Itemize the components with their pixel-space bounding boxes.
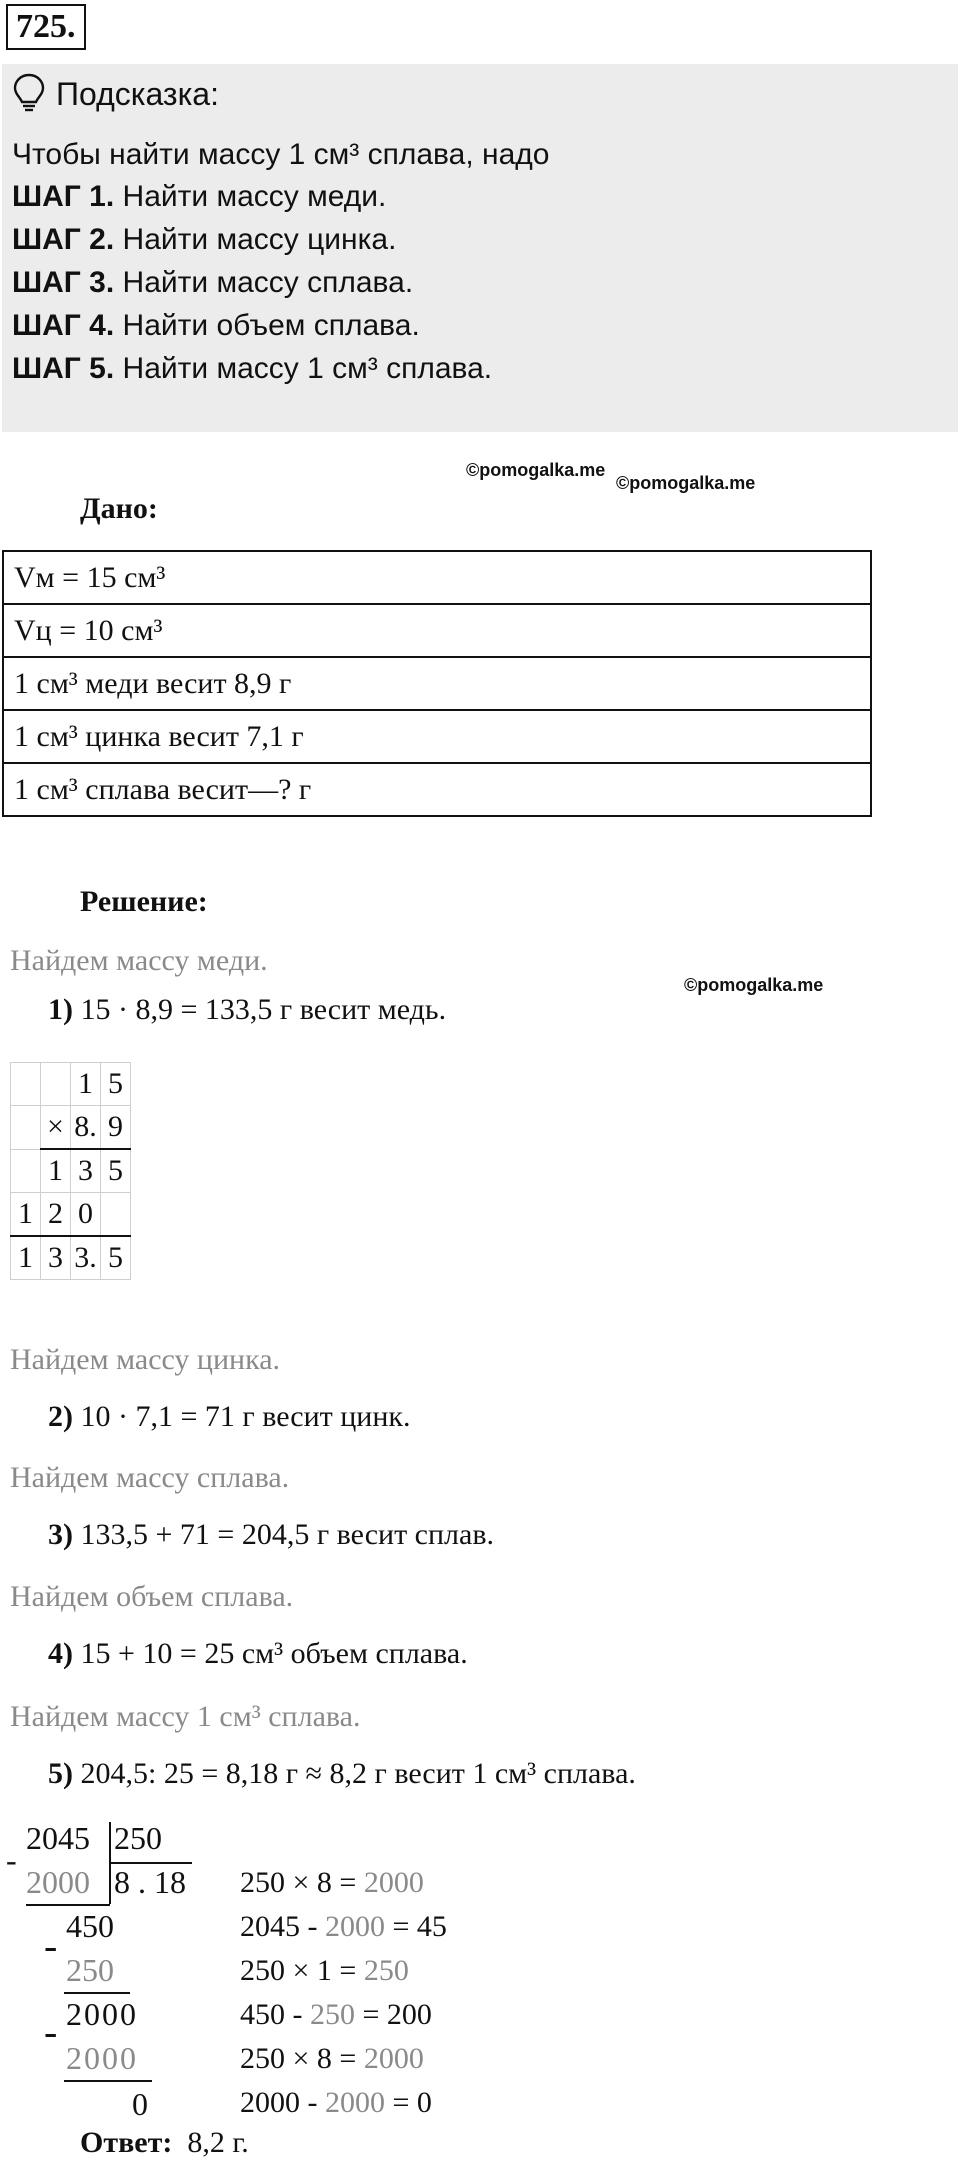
quotient: 8 . 18 [114, 1864, 186, 1900]
given-title: Дано: [80, 492, 158, 525]
hint-step-5: ШАГ 5. Найти массу 1 см³ сплава. [12, 352, 493, 385]
given-row [3, 551, 871, 604]
given-cell: Vм = 15 см³ [3, 551, 871, 604]
hint-intro: Чтобы найти массу 1 см³ сплава, надо [12, 138, 550, 171]
grid-cell: 5 [101, 1149, 131, 1193]
grid-cell: 3 [71, 1149, 101, 1193]
division-op: 250 × 1 = 250 [240, 1954, 409, 1987]
given-cell: 1 см³ сплава весит—? г [3, 763, 871, 816]
grid-cell [41, 1063, 71, 1106]
division-op: 2045 - 2000 = 45 [240, 1910, 447, 1943]
division-underline [64, 2080, 152, 2082]
division-underline [26, 1904, 110, 1906]
solution-step: 4) 15 + 10 = 25 см³ объем сплава. [48, 1637, 468, 1670]
given-row [3, 710, 871, 763]
given-cell: 1 см³ меди весит 8,9 г [3, 657, 871, 710]
division-op: 250 × 8 = 2000 [240, 1866, 424, 1899]
task-number: 725. [6, 4, 86, 50]
solution-step: 5) 204,5: 25 = 8,18 г ≈ 8,2 г весит 1 см³ сплава. [48, 1757, 636, 1790]
division-row: 2000 [26, 1864, 90, 1900]
grid-cell: 9 [101, 1106, 131, 1150]
minus-sign: - [44, 2009, 58, 2054]
answer: Ответ: 8,2 г. [80, 2126, 249, 2159]
hint-step-4: ШАГ 4. Найти объем сплава. [12, 309, 420, 342]
division-op: 250 × 8 = 2000 [240, 2042, 424, 2075]
division-op: 2000 - 2000 = 0 [240, 2086, 432, 2119]
given-row [3, 657, 871, 710]
divisor: 250 [114, 1820, 162, 1856]
hint-title: Подсказка: [56, 76, 219, 112]
grid-cell: 1 [41, 1149, 71, 1193]
given-row [3, 763, 871, 816]
division-underline [64, 1992, 130, 1994]
step-comment: Найдем массу 1 см³ сплава. [10, 1700, 361, 1733]
minus-sign: - [6, 1842, 17, 1878]
step-comment: Найдем массу цинка. [10, 1343, 281, 1376]
grid-cell: 0 [71, 1193, 101, 1237]
solution-step: 3) 133,5 + 71 = 204,5 г весит сплав. [48, 1518, 494, 1551]
grid-cell: 1 [71, 1063, 101, 1106]
grid-cell [11, 1106, 41, 1150]
given-cell: 1 см³ цинка весит 7,1 г [3, 710, 871, 763]
division-row: 250 [66, 1952, 114, 1988]
dividend: 2045 [26, 1820, 90, 1856]
grid-cell: × [41, 1106, 71, 1150]
grid-cell: 3 [41, 1236, 71, 1280]
step-comment: Найдем массу сплава. [10, 1461, 290, 1494]
step-comment: Найдем объем сплава. [10, 1580, 294, 1613]
grid-cell [101, 1193, 131, 1237]
lightbulb-icon [12, 72, 46, 114]
minus-sign: - [44, 1923, 58, 1968]
division-op: 450 - 250 = 200 [240, 1998, 432, 2031]
solution-step: 2) 10 · 7,1 = 71 г весит цинк. [48, 1400, 411, 1433]
solution-title: Решение: [80, 885, 208, 918]
grid-cell: 8. [71, 1106, 101, 1150]
grid-cell: 1 [11, 1236, 41, 1280]
given-table [2, 550, 872, 817]
hint-step-2: ШАГ 2. Найти массу цинка. [12, 223, 397, 256]
watermark: ©pomogalka.me [466, 460, 606, 480]
grid-cell [11, 1063, 41, 1106]
grid-cell: 2 [41, 1193, 71, 1237]
division-row: 450 [66, 1908, 114, 1944]
hint-step-3: ШАГ 3. Найти массу сплава. [12, 266, 414, 299]
watermark: ©pomogalka.me [684, 975, 824, 995]
division-row: 2000 [66, 2040, 138, 2076]
multiplication-grid [10, 1062, 131, 1280]
grid-cell [11, 1149, 41, 1193]
hint-step-1: ШАГ 1. Найти массу меди. [12, 180, 387, 213]
division-row: 2000 [66, 1996, 138, 2032]
grid-cell: 5 [101, 1236, 131, 1280]
step-comment: Найдем массу меди. [10, 944, 268, 977]
grid-cell: 3. [71, 1236, 101, 1280]
grid-cell: 5 [101, 1063, 131, 1106]
given-row [3, 604, 871, 657]
grid-cell: 1 [11, 1193, 41, 1237]
watermark: ©pomogalka.me [616, 473, 756, 493]
division-row: 0 [132, 2086, 148, 2122]
solution-step: 1) 15 · 8,9 = 133,5 г весит медь. [48, 993, 447, 1026]
given-cell: Vц = 10 см³ [3, 604, 871, 657]
